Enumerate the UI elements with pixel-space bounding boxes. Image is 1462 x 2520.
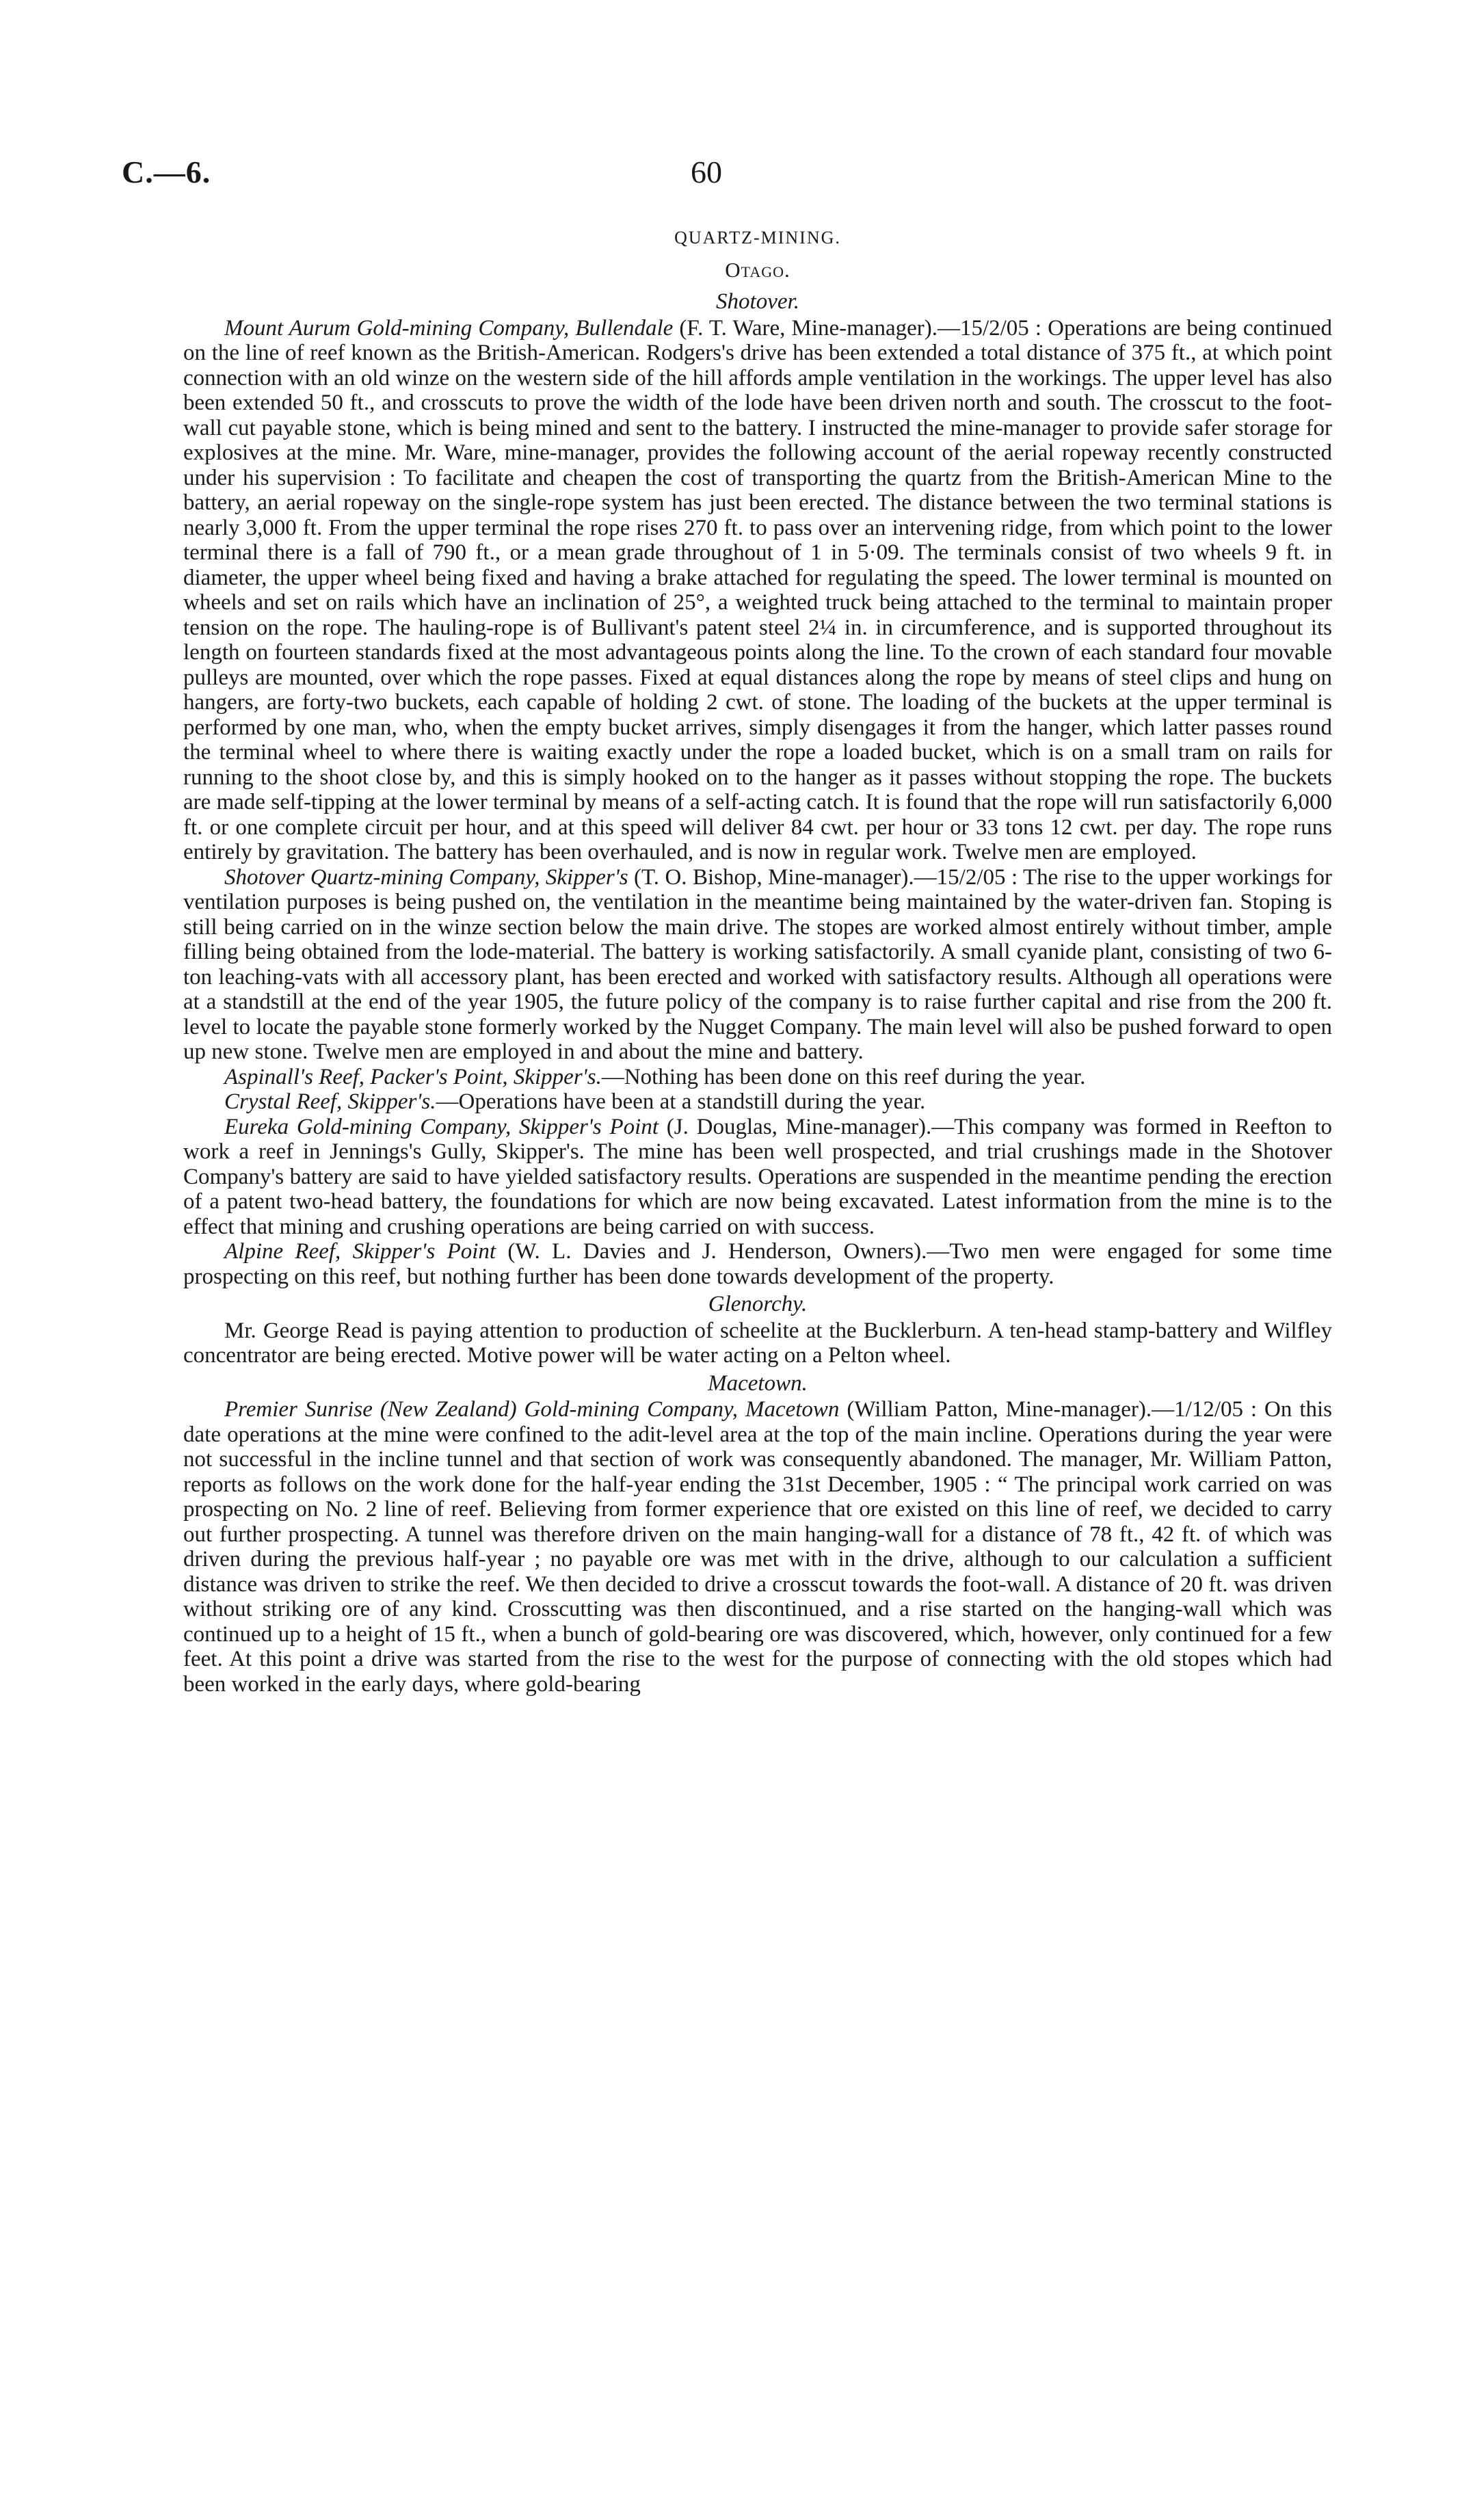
report-paragraph bbox=[183, 1397, 1332, 1697]
paragraph-lead: Alpine Reef, Skipper's Point bbox=[224, 1239, 496, 1264]
paragraph-text: (F. T. Ware, Mine-manager).—15/2/05 : Operations are being continued on the line of reef known as the British-American. Rodgers's drive has been extended a total distance of 375 ft., at which point connection with an old winze on the western side of the hill affords ample ventilation in the workings. The upper level has also been extended 50 ft., and crosscuts to prove the width of the lode have been driven north and south. The crosscut to the foot-wall cut payable stone, which is being mined and sent to the battery. I instructed the mine-manager to provide safer storage for explosives at the mine. Mr. Ware, mine-manager, provides the following account of the aerial ropeway recently constructed under his supervision : To facilitate and cheapen the cost of transporting the quartz from the British-American Mine to the battery, an aerial ropeway on the single-rope system has just been erected. The distance between the two terminal stations is nearly 3,000 ft. From the upper terminal the rope rises 270 ft. to pass over an intervening ridge, from which point to the lower terminal there is a fall of 790 ft., or a mean grade throughout of 1 in 5·09. The terminals consist of two wheels 9 ft. in diameter, the upper wheel being fixed and having a brake attached for regulating the speed. The lower terminal is mounted on wheels and set on rails which have an inclination of 25°, a weighted truck being attached to the terminal to maintain proper tension on the rope. The hauling-rope is of Bullivant's patent steel 2¼ in. in circumference, and is supported throughout its length on fourteen standards fixed at the most advantageous points along the line. To the crown of each standard four movable pulleys are mounted, over which the rope passes. Fixed at equal distances along the rope by means of steel clips and hung on hangers, are forty-two buckets, each capable of holding 2 cwt. of stone. The loading of the buckets at the upper terminal is performed by one man, who, when the empty bucket arrives, simply disengages it from the hanger, which latter passes round the terminal wheel to where there is waiting exactly under the rope a loaded bucket, which is on a small tram on rails for running to the shoot close by, and this is simply hooked on to the hanger as it passes without stopping the rope. The buckets are made self-tipping at the lower terminal by means of a self-acting catch. It is found that the rope will run satisfactorily 6,000 ft. or one complete circuit per hour, and at this speed will deliver 84 cwt. per hour or 33 tons 12 cwt. per day. The rope runs entirely by gravitation. The battery has been overhauled, and is now in regular work. Twelve men are employed. bbox=[183, 315, 1332, 864]
page-body bbox=[183, 226, 1332, 1699]
paragraph-lead: Crystal Reef, Skipper's. bbox=[224, 1089, 436, 1114]
district-glenorchy bbox=[183, 1292, 1332, 1368]
district-shotover bbox=[183, 289, 1332, 1289]
district-title: Glenorchy. bbox=[708, 1292, 808, 1316]
district-title: Shotover. bbox=[716, 289, 799, 314]
region-title: Otago. bbox=[725, 257, 790, 282]
district-macetown bbox=[183, 1371, 1332, 1697]
report-paragraph bbox=[183, 865, 1332, 1065]
paragraph-text: Mr. George Read is paying attention to production of scheelite at the Bucklerburn. A ten-head stamp-battery and Wilfley concentrator are being erected. Motive power will be water acting on a Pelton wheel. bbox=[183, 1318, 1332, 1368]
district-title: Macetown. bbox=[708, 1370, 808, 1396]
paragraph-lead: Eureka Gold-mining Company, Skipper's Point bbox=[224, 1114, 659, 1139]
page-number: 60 bbox=[691, 155, 722, 189]
parliamentary-paper-ref: C.—6. bbox=[122, 155, 211, 189]
report-paragraph bbox=[183, 1239, 1332, 1289]
report-paragraph bbox=[183, 1065, 1332, 1090]
page-header bbox=[0, 154, 1462, 195]
paragraph-text: (T. O. Bishop, Mine-manager).—15/2/05 : The rise to the upper workings for ventilation purposes is being pushed on, the ventilation in the meantime being maintained by the water-driven fan. Stoping is still being carried on in the winze section below the main drive. The stopes are worked almost entirely without timber, ample filling being obtained from the lode-material. The battery is working satisfactorily. A small cyanide plant, consisting of two 6-ton leaching-vats with all accessory plant, has been erected and worked with satisfactory results. Although all operations were at a standstill at the end of the year 1905, the future policy of the company is to raise further capital and rise from the 200 ft. level to locate the payable stone formerly worked by the Nugget Company. The main level will also be pushed forward to open up new stone. Twelve men are employed in and about the mine and battery. bbox=[183, 864, 1332, 1064]
paragraph-lead: Shotover Quartz-mining Company, Skipper's bbox=[224, 864, 628, 890]
paragraph-lead: Premier Sunrise (New Zealand) Gold-mining Company, Macetown bbox=[224, 1397, 840, 1422]
paragraph-text: (J. Douglas, Mine-manager).—This company was formed in Reefton to work a reef in Jennings's Gully, Skipper's. The mine has been well prospected, and trial crushings made in the Shotover Company's battery are said to have yielded satisfactory results. Operations are suspended in the meantime pending the erection of a patent two-head battery, the foundations for which are now being excavated. Latest information from the mine is to the effect that mining and crushing operations are being carried on with success. bbox=[183, 1114, 1332, 1239]
section-title: QUARTZ-MINING. bbox=[674, 228, 841, 248]
paragraph-lead: Mount Aurum Gold-mining Company, Bullendale bbox=[224, 315, 674, 341]
report-paragraph bbox=[183, 1318, 1332, 1368]
report-paragraph bbox=[183, 316, 1332, 865]
paragraph-text: —Nothing has been done on this reef during the year. bbox=[601, 1064, 1086, 1089]
paragraph-text: —Operations have been at a standstill during the year. bbox=[436, 1089, 926, 1114]
report-paragraph bbox=[183, 1089, 1332, 1115]
paragraph-text: (William Patton, Mine-manager).—1/12/05 : On this date operations at the mine were confined to the adit-level area at the top of the main incline. Operations during the year were not successful in the incline tunnel and that section of work was consequently abandoned. The manager, Mr. William Patton, reports as follows on the work done for the half-year ending the 31st December, 1905 : “ The principal work carried on was prospecting on No. 2 line of reef. Believing from former experience that ore existed on this line of reef, we decided to carry out further prospecting. A tunnel was therefore driven on the main hanging-wall for a distance of 78 ft., 42 ft. of which was driven during the previous half-year ; no payable ore was met with in the drive, although to our calculation a sufficient distance was driven to strike the reef. We then decided to drive a crosscut towards the foot-wall. A distance of 20 ft. was driven without striking ore of any kind. Crosscutting was then discontinued, and a rise started on the hanging-wall which was continued up to a height of 15 ft., when a bunch of gold-bearing ore was discovered, which, however, only continued for a few feet. At this point a drive was started from the rise to the west for the purpose of connecting with the old stopes which had been worked in the early days, where gold-bearing bbox=[183, 1397, 1332, 1697]
paragraph-text: (W. L. Davies and J. Henderson, Owners).—Two men were engaged for some time prospecting on this reef, but nothing further has been done towards development of the property. bbox=[183, 1239, 1332, 1289]
report-paragraph bbox=[183, 1115, 1332, 1240]
paragraph-lead: Aspinall's Reef, Packer's Point, Skipper's. bbox=[224, 1064, 602, 1089]
